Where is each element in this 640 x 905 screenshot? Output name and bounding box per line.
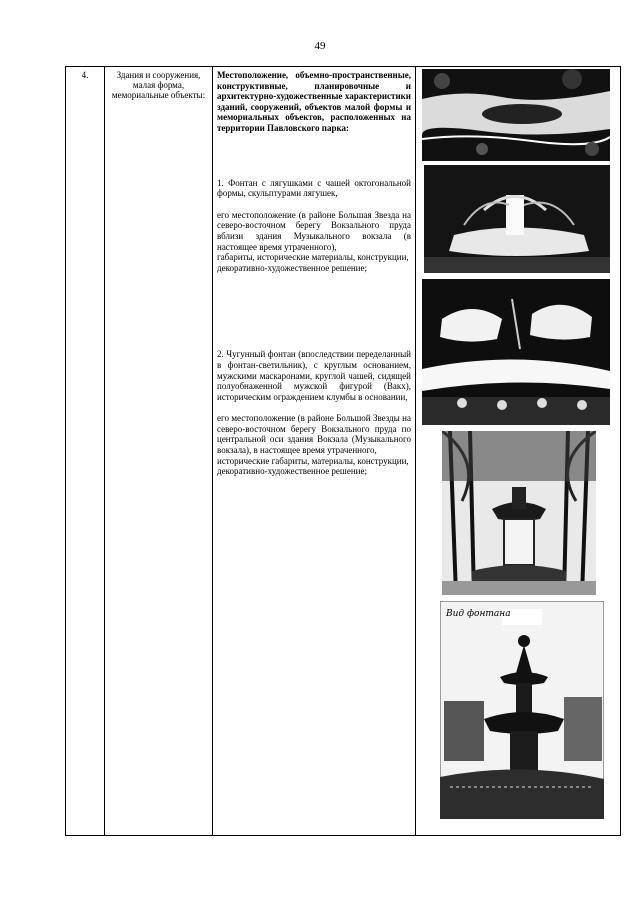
cast-iron-fountain-photo: [442, 431, 596, 595]
heritage-table: [65, 66, 621, 836]
description-cell: [213, 67, 416, 835]
park-aerial-photo: [422, 69, 610, 161]
item2-location: его местоположение (в районе Большой Звезды на северо-восточном берегу Вокзального пруда по центральной оси здания Вокзала (Музыкального вокзала), в настоящее время утраченного,: [217, 413, 411, 456]
object-type: Здания и сооружения, малая форма, мемориальные объекты:: [111, 70, 206, 101]
frog-sculptures-photo: [422, 279, 610, 425]
row-number: 4.: [81, 70, 89, 80]
item1-title: 1. Фонтан с лягушками с чашей октогональной формы, скульптурами лягушек,: [217, 177, 411, 199]
page-number: 49: [314, 40, 326, 52]
item2-materials: исторические габариты, материалы, конструкции,: [217, 455, 409, 466]
item2-title: 2. Чугунный фонтан (впоследствии переделанный в фонтан-светильник), с круглым основанием, мужскими маскаронами, круглой чашей, сидящей полуобнаженной мужской фигурой (Вакх), историческим ограждением клумбы в основании,: [217, 349, 411, 402]
item1-decor: декоративно-художественное решение;: [217, 262, 367, 273]
item1-materials: габариты, исторические материалы, конструкции,: [217, 252, 409, 263]
type-cell: [105, 67, 213, 835]
bacchus-fountain-photo: [440, 601, 604, 819]
photo-cell: [416, 67, 620, 835]
item2-decor: декоративно-художественное решение;: [217, 466, 367, 477]
section-heading: Местоположение, объемно-пространственные, конструктивные, планировочные и архитектурно-художественные характеристики зданий, сооружений, объектов малой формы и мемориальных объектов, расположенных на территории Павловского парка:: [217, 70, 411, 133]
photo-caption: Вид фонтана: [446, 609, 511, 619]
frog-fountain-photo: [424, 165, 610, 273]
item1-location: его местоположение (в районе Большая Звезда на северо-восточном берегу Вокзального пруда вблизи здания Музыкального вокзала (в настоящее время утраченного),: [217, 209, 411, 252]
number-cell: [66, 67, 105, 835]
